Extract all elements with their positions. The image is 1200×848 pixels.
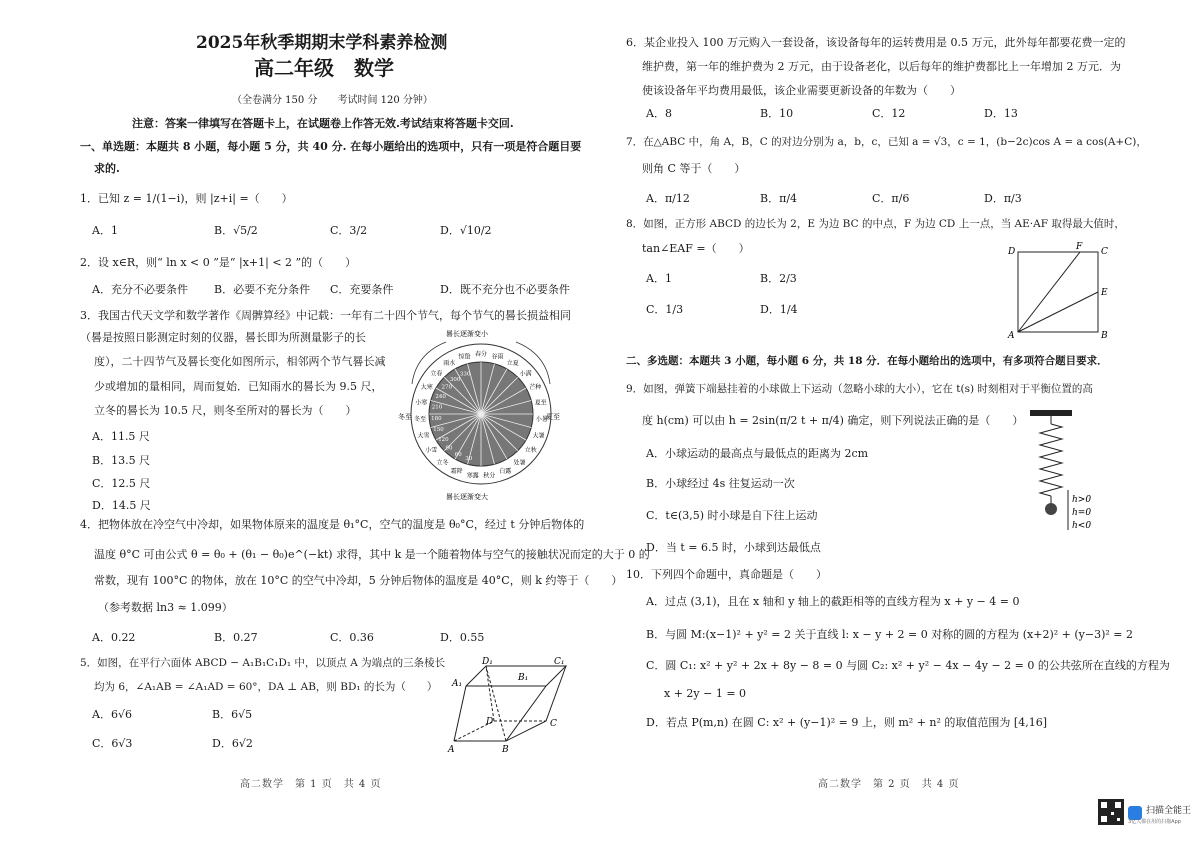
label-h-zero: h=0: [1072, 508, 1092, 518]
q9-option-d: D．当 t = 6.5 时，小球到达最低点: [646, 541, 821, 554]
q6-option-b: B．10: [760, 107, 794, 120]
fig-term-label: 小寒: [415, 399, 428, 407]
fig-term-label: 大暑: [532, 432, 545, 440]
fig-number-label: 30: [465, 455, 473, 462]
fig-number-label: 210: [431, 404, 443, 411]
label-b: B: [502, 745, 509, 755]
q2-option-d: D．既不充分也不必要条件: [440, 283, 570, 296]
left-footer: 高二数学 第 1 页 共 4 页: [240, 779, 382, 790]
question-3-line4: 少或增加的量相同，周而复始．已知雨水的晷长为 9.5 尺，: [94, 380, 383, 393]
question-7-line2: 则角 C 等于（ ）: [642, 162, 746, 175]
square-figure: [1004, 240, 1114, 340]
right-footer: 高二数学 第 2 页 共 4 页: [818, 779, 960, 790]
question-4-line1: 4．把物体放在冷空气中冷却，如果物体原来的温度是 θ₁°C，空气的温度是 θ₀°C，经过 t 分钟后物体的: [80, 518, 585, 531]
q4-option-a: A．0.22: [92, 631, 136, 644]
fig-term-label: 白露: [499, 467, 512, 475]
fig-square: [1018, 252, 1098, 332]
exam-title: 2025年秋季期期末学科素养检测: [196, 33, 448, 53]
question-9-line2: 度 h(cm) 可以由 h = 2sin(π/2 t + π/4) 确定，则下列说法正确的是（ ）: [642, 414, 1024, 427]
q2-option-c: C．充要条件: [330, 283, 394, 296]
question-6-line3: 使该设备年平均费用最低，该企业需要更新设备的年数为（ ）: [642, 84, 961, 97]
q4-option-b: B．0.27: [214, 631, 258, 644]
q6-option-d: D．13: [984, 107, 1018, 120]
fig-bottom-label: 晷长逐渐变大: [446, 493, 488, 501]
section1-heading-cont: 求的.: [94, 162, 120, 175]
q5-option-d: D．6√2: [212, 737, 253, 750]
question-7-line1: 7．在△ABC 中，角 A，B，C 的对边分别为 a，b，c，已知 a = √3，c = 1，(b−2c)cos A = a cos(A+C)，: [626, 136, 1147, 148]
fig-spring: [1040, 424, 1062, 496]
qr-code-icon: [1098, 799, 1124, 825]
q5-option-c: C．6√3: [92, 737, 133, 750]
label-sq-a: A: [1008, 331, 1015, 340]
question-10: 10．下列四个命题中，真命题是（ ）: [626, 568, 827, 581]
label-sq-f: F: [1076, 242, 1083, 252]
q1-option-b: B．√5/2: [214, 224, 258, 237]
exam-subtitle: 高二年级 数学: [254, 56, 394, 80]
fig-term-label: 惊蛰: [458, 353, 471, 361]
question-2: 2．设 x∈R，则“ ln x < 0 ”是“ |x+1| < 2 ”的（ ）: [80, 256, 357, 269]
q8-option-b: B．2/3: [760, 272, 797, 285]
fig-top-label: 晷长逐渐变小: [446, 330, 488, 338]
question-3-line2: （晷是按照日影测定时刻的仪器，晷长即为所测量影子的长: [80, 331, 366, 344]
question-9-line1: 9．如图，弹簧下端悬挂着的小球做上下运动（忽略小球的大小），它在 t(s) 时刻相对于平衡位置的高: [626, 383, 1093, 395]
section1-heading: 一、单选题：本题共 8 小题，每小题 5 分，共 40 分. 在每小题给出的选项中，只有一项是符合题目要: [80, 140, 582, 153]
q7-option-b: B．π/4: [760, 192, 798, 205]
fig-front-edges: [454, 666, 566, 741]
fig-number-label: 270: [441, 384, 452, 391]
label-d1: D₁: [482, 657, 493, 667]
fig-arrow-left: [412, 342, 446, 384]
q7-option-d: D．π/3: [984, 192, 1022, 205]
fig-edge-dd1: [486, 666, 494, 721]
fig-number-label: 180: [431, 415, 442, 422]
q10-option-a: A．过点 (3,1)，且在 x 轴和 y 轴上的截距相等的直线方程为 x + y − 4 = 0: [646, 595, 1020, 608]
fig-line-af: [1018, 252, 1080, 332]
fig-number-label: 300: [449, 376, 461, 383]
q4-option-c: C．0.36: [330, 631, 374, 644]
q1-option-c: C．3/2: [330, 224, 368, 237]
question-6-line2: 维护费，第一年的维护费为 2 万元，由于设备老化，以后每年的维护费都比上一年增加 2 万元．为: [642, 60, 1121, 73]
fig-term-label: 小雪: [425, 447, 438, 455]
score-time: （全卷满分 150 分 考试时间 120 分钟）: [232, 95, 433, 106]
watermark-subtitle: 3亿人都在用的扫描App: [1128, 819, 1181, 825]
fig-line-ae: [1018, 292, 1098, 332]
label-b1: B₁: [518, 673, 529, 683]
q2-option-b: B．必要不充分条件: [214, 283, 311, 296]
question-3-line5: 立冬的晷长为 10.5 尺，则冬至所对的晷长为（ ）: [94, 404, 357, 417]
q9-option-a: A．小球运动的最高点与最低点的距离为 2cm: [646, 447, 869, 460]
q1-option-d: D．√10/2: [440, 224, 492, 237]
fig-term-label: 立冬: [436, 459, 449, 467]
q7-option-c: C．π/6: [872, 192, 910, 205]
fig-edge-bb1: [506, 686, 546, 741]
label-a: A: [448, 745, 455, 755]
fig-term-label: 小满: [519, 370, 532, 378]
parallelepiped-figure: [446, 656, 576, 756]
fig-term-label: 春分: [475, 351, 488, 358]
q8-option-c: C．1/3: [646, 303, 684, 316]
q5-option-b: B．6√5: [212, 708, 253, 721]
fig-term-label: 霜降: [450, 467, 463, 475]
q9-option-c: C．t∈(3,5) 时小球是自下往上运动: [646, 509, 818, 522]
q3-option-d: D．14.5 尺: [92, 499, 151, 512]
fig-number-label: 240: [435, 393, 446, 400]
fig-term-label: 冬至: [414, 416, 427, 424]
fig-number-label: 60: [454, 452, 462, 459]
label-h-negative: h<0: [1072, 521, 1092, 531]
label-sq-b: B: [1101, 331, 1108, 340]
fig-term-label: 立秋: [524, 447, 537, 455]
fig-term-label: 夏至: [534, 399, 547, 407]
label-h-positive: h>0: [1072, 495, 1092, 505]
fig-number-label: 150: [433, 426, 444, 433]
question-3-line1: 3．我国古代天文学和数学著作《周髀算经》中记载：一年有二十四个节气，每个节气的晷长损益相同: [80, 309, 571, 322]
fig-diag-bd1: [486, 666, 506, 741]
question-8-line2: tan∠EAF =（ ）: [642, 242, 750, 255]
fig-term-label: 处暑: [513, 459, 526, 467]
question-3-line3: 度），二十四节气及晷长变化如图所示，相邻两个节气晷长减: [94, 355, 386, 368]
scanner-logo-icon: [1128, 806, 1142, 820]
label-sq-c: C: [1101, 247, 1108, 257]
fig-term-label: 寒露: [466, 472, 479, 480]
question-5-line1: 5．如图，在平行六面体 ABCD − A₁B₁C₁D₁ 中，以顶点 A 为端点的三条棱长: [80, 657, 446, 669]
q10-option-c: C．圆 C₁: x² + y² + 2x + 8y − 8 = 0 与圆 C₂: x² + y² − 4x − 4y − 2 = 0 的公共弦所在直线的方程为: [646, 659, 1170, 672]
label-sq-e: E: [1101, 288, 1108, 298]
q6-option-a: A．8: [646, 107, 672, 120]
question-1: 1．已知 z = 1/(1−i)，则 |z+i| =（ ）: [80, 192, 293, 205]
fig-top-face: [466, 666, 566, 686]
fig-edge-aa1: [454, 686, 466, 741]
notice: 注意：答案一律填写在答题卡上，在试题卷上作答无效.考试结束将答题卡交回.: [132, 117, 514, 130]
q3-option-a: A．11.5 尺: [92, 430, 150, 443]
q10-option-b: B．与圆 M:(x−1)² + y² = 2 关于直线 l: x − y + 2 = 0 对称的圆的方程为 (x+2)² + (y−3)² = 2: [646, 628, 1134, 641]
q10-option-c-cont: x + 2y − 1 = 0: [664, 687, 747, 700]
q3-option-c: C．12.5 尺: [92, 477, 151, 490]
q4-option-d: D．0.55: [440, 631, 485, 644]
q5-option-a: A．6√6: [92, 708, 132, 721]
right-page: [600, 0, 1200, 848]
question-8-line1: 8．如图，正方形 ABCD 的边长为 2，E 为边 BC 的中点，F 为边 CD 上一点，当 AE·AF 取得最大值时，: [626, 218, 1125, 230]
q1-option-a: A．1: [92, 224, 118, 237]
section2-heading: 二、多选题：本题共 3 小题，每小题 6 分，共 18 分．在每小题给出的选项中，有多项符合题目要求．: [626, 355, 1108, 367]
question-5-line2: 均为 6，∠A₁AB = ∠A₁AD = 60°，DA ⊥ AB，则 BD₁ 的长为（ ）: [94, 681, 438, 693]
label-c1: C₁: [554, 657, 565, 667]
fig-term-label: 立夏: [506, 359, 519, 367]
label-c: C: [550, 719, 557, 729]
fig-left-label: 冬至: [398, 413, 412, 421]
q9-option-b: B．小球经过 4s 往复运动一次: [646, 477, 795, 490]
q7-option-a: A．π/12: [646, 192, 690, 205]
fig-ceiling: [1030, 410, 1072, 416]
fig-number-label: 90: [445, 445, 453, 452]
fig-term-label: 大寒: [420, 383, 433, 391]
fig-term-label: 小暑: [535, 416, 548, 424]
solar-terms-figure: [396, 324, 566, 504]
question-4-line4: （参考数据 ln3 ≈ 1.099）: [98, 601, 233, 614]
question-6-line1: 6．某企业投入 100 万元购入一套设备，该设备每年的运转费用是 0.5 万元，此外每年都要花费一定的: [626, 36, 1126, 49]
fig-term-label: 秋分: [483, 472, 496, 480]
q10-option-d: D．若点 P(m,n) 在圆 C: x² + (y−1)² = 9 上，则 m² + n² 的取值范围为 [4,16]: [646, 716, 1047, 729]
q6-option-c: C．12: [872, 107, 906, 120]
fig-term-label: 大雪: [417, 432, 430, 440]
q2-option-a: A．充分不必要条件: [92, 283, 188, 296]
fig-term-label: 谷雨: [491, 353, 504, 361]
q8-option-d: D．1/4: [760, 303, 798, 316]
fig-arrow-right: [516, 342, 550, 384]
question-4-line3: 常数，现有 100°C 的物体，放在 10°C 的空气中冷却，5 分钟后物体的温度是 40°C，则 k 约等于（ ）: [94, 574, 623, 587]
fig-term-label: 芒种: [529, 383, 542, 391]
q8-option-a: A．1: [646, 272, 672, 285]
spring-figure: [1020, 408, 1110, 533]
label-a1: A₁: [452, 679, 463, 689]
watermark-title: 扫描全能王: [1146, 806, 1192, 816]
fig-term-label: 立春: [430, 370, 443, 378]
fig-number-label: 120: [438, 437, 449, 444]
fig-term-label: 雨水: [443, 359, 456, 367]
q3-option-b: B．13.5 尺: [92, 454, 151, 467]
label-sq-d: D: [1008, 247, 1016, 257]
fig-right-label: 夏至: [546, 413, 560, 421]
label-d: D: [486, 717, 494, 727]
fig-number-label: 330: [459, 371, 471, 378]
question-4-line2: 温度 θ°C 可由公式 θ = θ₀ + (θ₁ − θ₀)e^(−kt) 求得，其中 k 是一个随着物体与空气的接触状况而定的大于 0 的: [94, 548, 650, 561]
fig-ball: [1045, 503, 1057, 515]
